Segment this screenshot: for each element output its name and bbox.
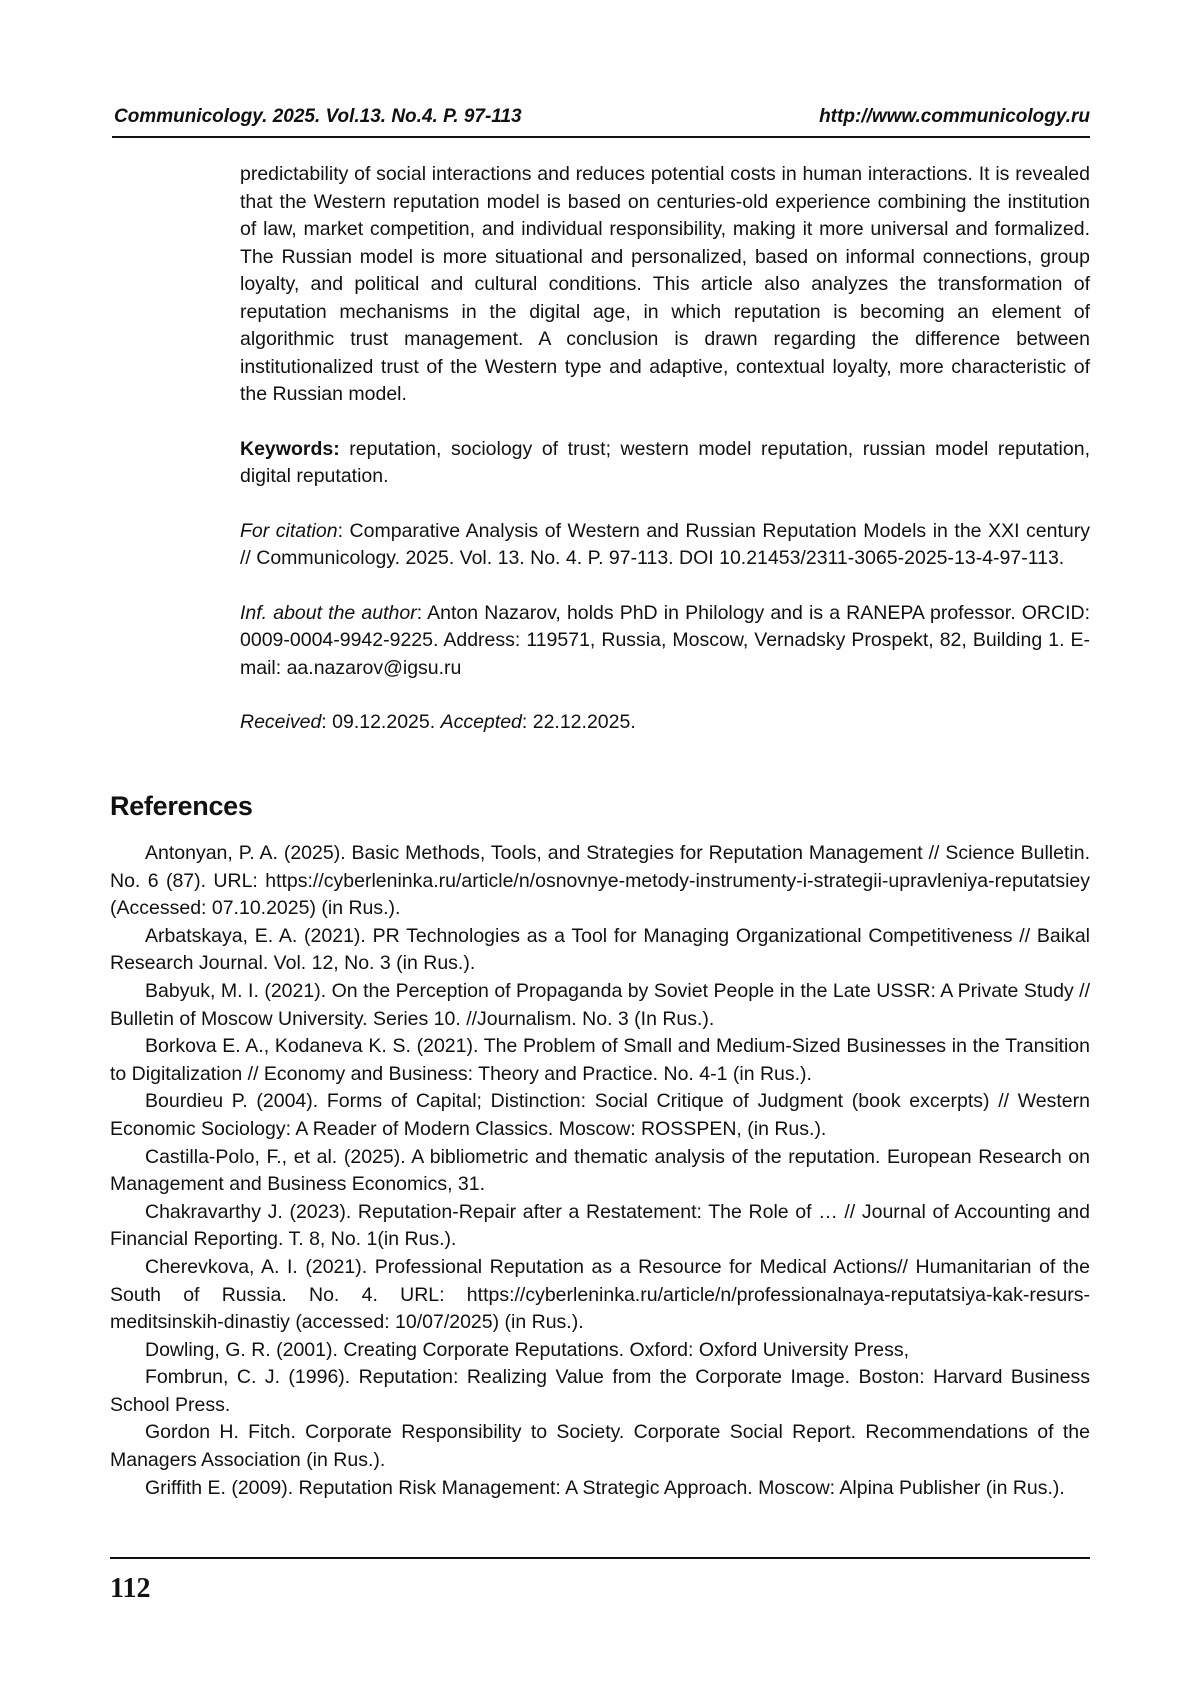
journal-website[interactable]: http://www.communicology.ru [819, 106, 1090, 127]
citation [240, 518, 1090, 573]
citation-text: : Comparative Analysis of Western and Russian Reputation Models in the XXI century // Communicology. 2025. Vol. 13. No. 4. P. 97-113. DOI 10.21453/2311-3065-2025-13-4-97-113. [240, 519, 1090, 569]
references-heading: References [110, 791, 253, 821]
author-text: : Anton Nazarov, holds PhD in Philology and is a RANEPA professor. ORCID: 0009-0004-9942-9225. Address: 119571, Russia, Moscow, Vernadsky Prospekt, 82, Building 1. E-mail: aa.nazarov@igsu.ru [240, 601, 1090, 679]
accepted-label: Accepted [440, 711, 522, 733]
abstract-block [240, 161, 1090, 764]
reference-item: Arbatskaya, E. A. (2021). PR Technologies as a Tool for Managing Organizational Competitiveness // Baikal Research Journal. Vol. 12, No. 3 (in Rus.). [110, 924, 1090, 975]
dates [240, 709, 1090, 737]
author-info [240, 600, 1090, 683]
keywords-text: reputation, sociology of trust; western model reputation, russian model reputation, digital reputation. [240, 437, 1090, 487]
reference-item: Bourdieu P. (2004). Forms of Capital; Distinction: Social Critique of Judgment (book excerpts) // Western Economic Sociology: A Reader of Modern Classics. Moscow: ROSSPEN, (in Rus.). [110, 1090, 1090, 1140]
reference-item: Castilla-Polo, F., et al. (2025). A bibliometric and thematic analysis of the reputation. European Research on Management and Business Economics, 31. [110, 1145, 1090, 1196]
reference-item: Fombrun, C. J. (1996). Reputation: Realizing Value from the Corporate Image. Boston: Harvard Business School Press. [110, 1366, 1090, 1416]
accepted-date: : 22.12.2025. [521, 711, 636, 733]
running-header [112, 104, 1090, 138]
reference-item: Babyuk, M. I. (2021). On the Perception of Propaganda by Soviet People in the Late USSR: A Private Study // Bulletin of Moscow University. Series 10. //Journalism. No. 3 (In Rus.). [110, 979, 1090, 1030]
footer-divider [110, 1557, 1090, 1559]
page-number: 112 [110, 1573, 151, 1604]
journal-citation: Communicology. 2025. Vol.13. No.4. P. 97-113 [114, 106, 522, 127]
citation-label: For citation [240, 519, 338, 542]
references-list [110, 840, 1090, 1502]
reference-item: Chakravarthy J. (2023). Reputation-Repair after a Restatement: The Role of … // Journal of Accounting and Financial Reporting. T. 8, No. 1(in Rus.). [110, 1200, 1090, 1251]
reference-item: Griffith E. (2009). Reputation Risk Management: A Strategic Approach. Moscow: Alpina Publisher (in Rus.). [145, 1476, 1065, 1499]
reference-item: Borkova E. A., Kodaneva K. S. (2021). The Problem of Small and Medium-Sized Businesses in the Transition to Digitalization // Economy and Business: Theory and Practice. No. 4-1 (in Rus.). [110, 1035, 1090, 1085]
reference-item: Dowling, G. R. (2001). Creating Corporate Reputations. Oxford: Oxford University Press, [145, 1338, 910, 1361]
keywords [240, 436, 1090, 491]
keywords-label: Keywords: [240, 437, 340, 460]
author-label: Inf. about the author [240, 601, 417, 624]
received-label: Received [240, 711, 322, 733]
reference-item: Gordon H. Fitch. Corporate Responsibility to Society. Corporate Social Report. Recommendations of the Managers Association (in Rus.). [110, 1421, 1090, 1472]
received-date: : 09.12.2025. [321, 711, 436, 733]
reference-item: Antonyan, P. A. (2025). Basic Methods, Tools, and Strategies for Reputation Management // Science Bulletin. No. 6 (87). URL: https://cyberleninka.ru/article/n/osnovnye-metody-instrumenty-i-strategii-upravleniya-reputatsiey (Accessed: 07.10.2025) (in Rus.). [110, 842, 1090, 920]
abstract-text: predictability of social interactions and reduces potential costs in human interactions. It is revealed that the Western reputation model is based on centuries-old experience combining the institution of law, market competition, and individual responsibility, making it more universal and formalized. The Russian model is more situational and personalized, based on informal connections, group loyalty, and political and cultural conditions. This article also analyzes the transformation of reputation mechanisms in the digital age, in which reputation is becoming an element of algorithmic trust management. A conclusion is drawn regarding the difference between institutionalized trust of the Western type and adaptive, contextual loyalty, more characteristic of the Russian model. [240, 163, 1090, 405]
reference-item: Cherevkova, A. I. (2021). Professional Reputation as a Resource for Medical Actions// Humanitarian of the South of Russia. No. 4. URL: https://cyberleninka.ru/article/n/professionalnaya-reputatsiya-kak-resurs-meditsinskih-dinastiy (accessed: 10/07/2025) (in Rus.). [110, 1255, 1090, 1334]
